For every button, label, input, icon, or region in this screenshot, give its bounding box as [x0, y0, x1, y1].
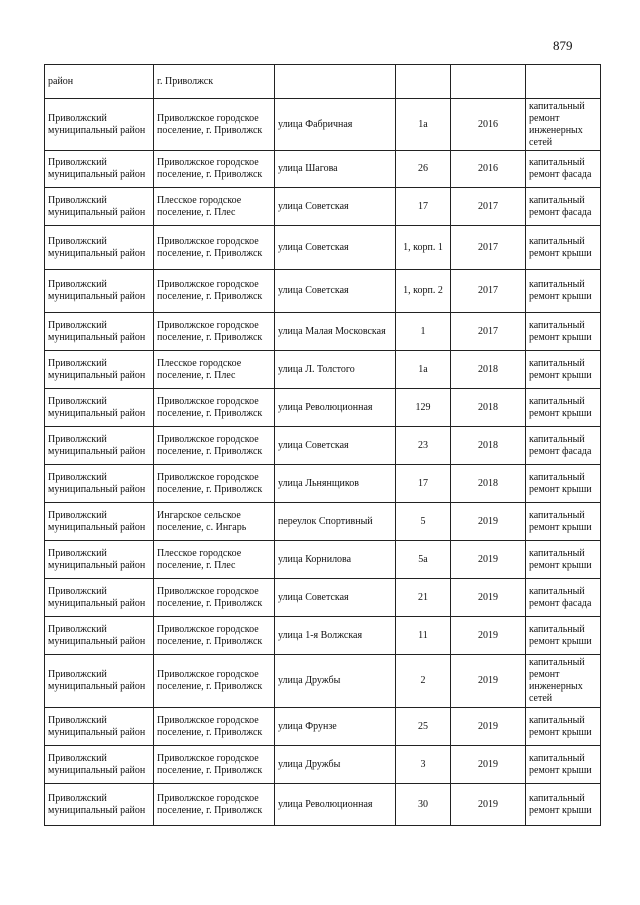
work-type-cell — [526, 784, 601, 826]
settlement-cell-text: Приволжское городское поселение, г. Приволжск — [157, 157, 263, 180]
house-number-cell-text: 23 — [418, 439, 428, 451]
work-type-cell — [526, 313, 601, 351]
table-body — [45, 65, 601, 826]
district-cell — [45, 65, 154, 99]
work-type-cell — [526, 99, 601, 151]
street-cell-text: улица 1-я Волжская — [278, 629, 363, 641]
house-number-cell-text: 1, корп. 1 — [403, 241, 443, 253]
street-cell-text: улица Льнянщиков — [278, 477, 359, 489]
work-type-cell — [526, 579, 601, 617]
settlement-cell-text: Плесское городское поселение, г. Плес — [157, 357, 242, 381]
street-cell — [275, 579, 396, 617]
street-cell-text: улица Советская — [278, 591, 349, 603]
settlement-cell — [154, 226, 275, 270]
district-cell-text: Приволжский муниципальный район — [48, 279, 146, 302]
settlement-cell-text: Приволжское городское поселение, г. Приволжск — [157, 235, 263, 259]
work-type-cell-text: капитальный ремонт фасада — [529, 157, 592, 180]
work-type-cell — [526, 655, 601, 708]
settlement-cell-text: Приволжское городское поселение, г. Приволжск — [157, 319, 263, 343]
work-type-cell-text: капитальный ремонт крыши — [529, 395, 592, 419]
year-cell — [451, 351, 526, 389]
table-row — [45, 617, 601, 655]
house-number-cell — [396, 579, 451, 617]
house-number-cell — [396, 151, 451, 188]
settlement-cell-text: Приволжское городское поселение, г. Приволжск — [157, 433, 263, 457]
settlement-cell-text: Приволжское городское поселение, г. Приволжск — [157, 714, 263, 738]
work-type-cell-text: капитальный ремонт крыши — [529, 235, 592, 259]
settlement-cell — [154, 427, 275, 465]
table-row — [45, 503, 601, 541]
settlement-cell — [154, 465, 275, 503]
year-cell-text: 2018 — [478, 401, 498, 413]
work-type-cell-text: капитальный ремонт крыши — [529, 509, 592, 533]
street-cell-text: улица Дружбы — [278, 675, 341, 686]
settlement-cell-text: Приволжское городское поселение, г. Приволжск — [157, 669, 263, 692]
street-cell-text: улица Корнилова — [278, 553, 352, 565]
house-number-cell-text: 11 — [418, 629, 428, 641]
district-cell-text: Приволжский муниципальный район — [48, 157, 146, 180]
district-cell-text: Приволжский муниципальный район — [48, 235, 146, 259]
work-type-cell-text: капитальный ремонт крыши — [529, 714, 592, 738]
table-row — [45, 313, 601, 351]
year-cell — [451, 427, 526, 465]
house-number-cell — [396, 270, 451, 313]
district-cell — [45, 617, 154, 655]
district-cell — [45, 503, 154, 541]
settlement-cell — [154, 784, 275, 826]
table-row — [45, 99, 601, 151]
table-row — [45, 151, 601, 188]
settlement-cell-text: Приволжское городское поселение, г. Приволжск — [157, 792, 263, 816]
district-cell-text: Приволжский муниципальный район — [48, 112, 146, 136]
district-cell-text: Приволжский муниципальный район — [48, 714, 146, 738]
house-number-cell — [396, 65, 451, 99]
work-type-cell — [526, 617, 601, 655]
street-cell-text: улица Малая Московская — [278, 325, 386, 337]
street-cell — [275, 351, 396, 389]
district-cell — [45, 784, 154, 826]
house-number-cell-text: 1 — [420, 325, 426, 337]
house-number-cell — [396, 351, 451, 389]
year-cell-text: 2017 — [478, 325, 498, 337]
work-type-cell-text: капитальный ремонт крыши — [529, 279, 592, 302]
house-number-cell — [396, 655, 451, 708]
work-type-cell-text: капитальный ремонт фасада — [529, 433, 592, 457]
district-cell-text: Приволжский муниципальный район — [48, 585, 146, 609]
year-cell — [451, 99, 526, 151]
house-number-cell-text: 30 — [418, 798, 428, 810]
page-number: 879 — [553, 38, 573, 53]
table-row — [45, 427, 601, 465]
house-number-cell-text: 5 — [420, 515, 426, 527]
district-cell — [45, 655, 154, 708]
work-type-cell — [526, 708, 601, 746]
district-cell — [45, 351, 154, 389]
work-type-cell-text: капитальный ремонт крыши — [529, 792, 592, 816]
house-number-cell-text: 17 — [418, 200, 428, 212]
work-type-cell — [526, 226, 601, 270]
street-cell-text: улица Советская — [278, 241, 349, 253]
district-cell — [45, 579, 154, 617]
year-cell-text: 2018 — [478, 363, 498, 375]
street-cell-text: улица Революционная — [278, 798, 373, 810]
repair-schedule-table — [44, 64, 601, 826]
street-cell-text: улица Дружбы — [278, 758, 341, 770]
year-cell-text: 2018 — [478, 439, 498, 451]
table-row — [45, 655, 601, 708]
district-cell — [45, 465, 154, 503]
district-cell-text: Приволжский муниципальный район — [48, 395, 146, 419]
district-cell — [45, 99, 154, 151]
district-cell-text: Приволжский муниципальный район — [48, 357, 146, 381]
district-cell — [45, 427, 154, 465]
district-cell-text: Приволжский муниципальный район — [48, 752, 146, 776]
year-cell-text: 2019 — [478, 720, 498, 732]
table-row — [45, 465, 601, 503]
year-cell-text: 2019 — [478, 675, 498, 686]
settlement-cell-text: Приволжское городское поселение, г. Приволжск — [157, 471, 263, 495]
house-number-cell-text: 129 — [415, 401, 431, 413]
year-cell — [451, 541, 526, 579]
work-type-cell — [526, 503, 601, 541]
year-cell — [451, 617, 526, 655]
house-number-cell-text: 25 — [418, 720, 428, 732]
street-cell — [275, 503, 396, 541]
street-cell — [275, 99, 396, 151]
street-cell — [275, 151, 396, 188]
street-cell — [275, 188, 396, 226]
year-cell-text: 2019 — [478, 591, 498, 603]
work-type-cell — [526, 151, 601, 188]
house-number-cell — [396, 313, 451, 351]
street-cell — [275, 655, 396, 708]
work-type-cell-text: капитальный ремонт фасада — [529, 585, 592, 609]
house-number-cell — [396, 389, 451, 427]
year-cell — [451, 784, 526, 826]
work-type-cell — [526, 351, 601, 389]
district-cell — [45, 313, 154, 351]
year-cell — [451, 708, 526, 746]
year-cell — [451, 188, 526, 226]
district-cell-text: Приволжский муниципальный район — [48, 509, 146, 533]
year-cell-text: 2019 — [478, 515, 498, 527]
year-cell-text: 2019 — [478, 629, 498, 641]
street-cell-text: улица Л. Толстого — [278, 363, 355, 375]
street-cell — [275, 465, 396, 503]
year-cell-text: 2016 — [478, 118, 498, 130]
year-cell — [451, 465, 526, 503]
street-cell — [275, 427, 396, 465]
work-type-cell — [526, 389, 601, 427]
table-row — [45, 65, 601, 99]
house-number-cell — [396, 465, 451, 503]
settlement-cell — [154, 151, 275, 188]
table-row — [45, 541, 601, 579]
district-cell — [45, 389, 154, 427]
work-type-cell-text: капитальный ремонт крыши — [529, 319, 592, 343]
year-cell-text: 2019 — [478, 758, 498, 770]
settlement-cell-text: Плесское городское поселение, г. Плес — [157, 194, 242, 218]
house-number-cell — [396, 226, 451, 270]
settlement-cell — [154, 270, 275, 313]
table-row — [45, 351, 601, 389]
house-number-cell-text: 2 — [420, 675, 426, 686]
house-number-cell-text: 5а — [418, 553, 428, 565]
street-cell-text: улица Советская — [278, 285, 349, 296]
work-type-cell — [526, 541, 601, 579]
settlement-cell-text: Приволжское городское поселение, г. Приволжск — [157, 623, 263, 647]
work-type-cell-text: капитальный ремонт крыши — [529, 623, 592, 647]
year-cell — [451, 151, 526, 188]
year-cell — [451, 655, 526, 708]
year-cell-text: 2016 — [478, 163, 498, 174]
year-cell — [451, 389, 526, 427]
table-row — [45, 226, 601, 270]
street-cell-text: улица Советская — [278, 200, 349, 212]
house-number-cell — [396, 188, 451, 226]
settlement-cell — [154, 579, 275, 617]
settlement-cell — [154, 708, 275, 746]
district-cell — [45, 270, 154, 313]
year-cell — [451, 226, 526, 270]
street-cell — [275, 389, 396, 427]
house-number-cell — [396, 503, 451, 541]
settlement-cell-text: Приволжское городское поселение, г. Приволжск — [157, 112, 263, 136]
house-number-cell-text: 1а — [418, 118, 428, 130]
year-cell — [451, 746, 526, 784]
table-row — [45, 389, 601, 427]
settlement-cell-text: Приволжское городское поселение, г. Приволжск — [157, 585, 263, 609]
street-cell — [275, 313, 396, 351]
settlement-cell — [154, 99, 275, 151]
year-cell-text: 2019 — [478, 553, 498, 565]
street-cell — [275, 226, 396, 270]
year-cell — [451, 65, 526, 99]
district-cell-text: Приволжский муниципальный район — [48, 792, 146, 816]
settlement-cell — [154, 389, 275, 427]
district-cell — [45, 151, 154, 188]
street-cell-text: улица Шагова — [278, 163, 338, 174]
year-cell-text: 2018 — [478, 477, 498, 489]
settlement-cell — [154, 541, 275, 579]
table-row — [45, 188, 601, 226]
district-cell — [45, 708, 154, 746]
house-number-cell — [396, 784, 451, 826]
street-cell-text: улица Фрунзе — [278, 720, 337, 732]
street-cell — [275, 617, 396, 655]
street-cell-text: переулок Спортивный — [278, 515, 373, 527]
settlement-cell-text: Приволжское городское поселение, г. Приволжск — [157, 752, 263, 776]
house-number-cell — [396, 99, 451, 151]
work-type-cell-text: капитальный ремонт крыши — [529, 471, 592, 495]
district-cell — [45, 226, 154, 270]
house-number-cell-text: 26 — [418, 163, 428, 174]
settlement-cell-text: Приволжское городское поселение, г. Приволжск — [157, 395, 263, 419]
district-cell-text: Приволжский муниципальный район — [48, 433, 146, 457]
street-cell-text: улица Советская — [278, 439, 349, 451]
house-number-cell-text: 21 — [418, 591, 428, 603]
work-type-cell — [526, 746, 601, 784]
district-cell-text: Приволжский муниципальный район — [48, 623, 146, 647]
district-cell-text: Приволжский муниципальный район — [48, 194, 146, 218]
street-cell — [275, 708, 396, 746]
settlement-cell — [154, 313, 275, 351]
street-cell — [275, 541, 396, 579]
district-cell — [45, 541, 154, 579]
street-cell-text: улица Революционная — [278, 401, 373, 413]
settlement-cell — [154, 65, 275, 99]
settlement-cell — [154, 503, 275, 541]
house-number-cell-text: 1а — [418, 363, 428, 375]
settlement-cell — [154, 351, 275, 389]
house-number-cell-text: 17 — [418, 477, 428, 489]
table-row — [45, 784, 601, 826]
work-type-cell — [526, 270, 601, 313]
settlement-cell-text: Приволжское городское поселение, г. Приволжск — [157, 279, 263, 302]
work-type-cell-text: капитальный ремонт крыши — [529, 357, 592, 381]
year-cell-text: 2017 — [478, 241, 498, 253]
settlement-cell-text: Ингарское сельское поселение, с. Ингарь — [157, 509, 247, 533]
settlement-cell — [154, 655, 275, 708]
house-number-cell — [396, 708, 451, 746]
table-row — [45, 746, 601, 784]
district-cell — [45, 188, 154, 226]
year-cell-text: 2017 — [478, 200, 498, 212]
house-number-cell — [396, 746, 451, 784]
house-number-cell-text: 3 — [420, 758, 426, 770]
street-cell — [275, 65, 396, 99]
district-cell — [45, 746, 154, 784]
settlement-cell — [154, 188, 275, 226]
work-type-cell-text: капитальный ремонт крыши — [529, 752, 592, 776]
settlement-cell-text: г. Приволжск — [157, 75, 214, 87]
table-row — [45, 579, 601, 617]
year-cell — [451, 579, 526, 617]
settlement-cell — [154, 746, 275, 784]
work-type-cell — [526, 465, 601, 503]
year-cell — [451, 503, 526, 541]
work-type-cell-text: капитальный ремонт инженерных сетей — [529, 657, 585, 704]
work-type-cell-text: капитальный ремонт фасада — [529, 194, 592, 218]
house-number-cell — [396, 541, 451, 579]
year-cell — [451, 313, 526, 351]
district-cell-text: район — [48, 75, 74, 87]
work-type-cell-text: капитальный ремонт крыши — [529, 547, 592, 571]
table-row — [45, 270, 601, 313]
district-cell-text: Приволжский муниципальный район — [48, 669, 146, 692]
work-type-cell — [526, 427, 601, 465]
district-cell-text: Приволжский муниципальный район — [48, 319, 146, 343]
year-cell-text: 2019 — [478, 798, 498, 810]
settlement-cell — [154, 617, 275, 655]
year-cell — [451, 270, 526, 313]
street-cell — [275, 746, 396, 784]
settlement-cell-text: Плесское городское поселение, г. Плес — [157, 547, 242, 571]
district-cell-text: Приволжский муниципальный район — [48, 547, 146, 571]
work-type-cell — [526, 188, 601, 226]
district-cell-text: Приволжский муниципальный район — [48, 471, 146, 495]
table-row — [45, 708, 601, 746]
street-cell — [275, 784, 396, 826]
house-number-cell — [396, 427, 451, 465]
work-type-cell — [526, 65, 601, 99]
house-number-cell — [396, 617, 451, 655]
year-cell-text: 2017 — [478, 285, 498, 296]
house-number-cell-text: 1, корп. 2 — [403, 285, 443, 296]
work-type-cell-text: капитальный ремонт инженерных сетей — [529, 100, 585, 148]
street-cell — [275, 270, 396, 313]
street-cell-text: улица Фабричная — [278, 118, 353, 130]
